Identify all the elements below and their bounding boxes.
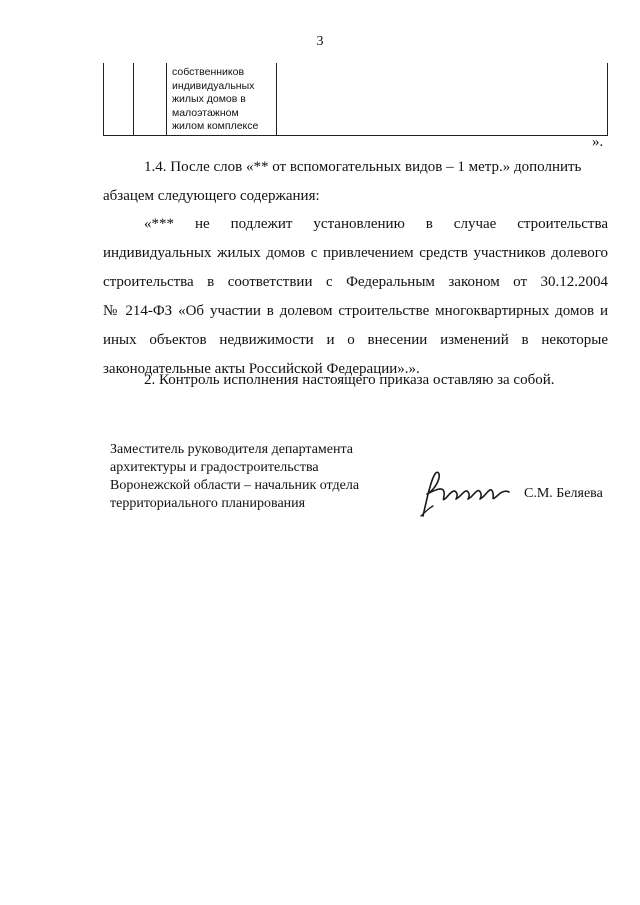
quote-line: иных объектов недвижимости и о внесении изменений в некоторые (103, 332, 608, 348)
table-cell-line: жилом комплексе (172, 120, 259, 132)
table-column-divider (276, 63, 277, 135)
quote-line: индивидуальных жилых домов с привлечением средств участников долевого (103, 245, 608, 261)
signatory-title-line: Заместитель руководителя департамента (110, 442, 353, 457)
item-2-line: 2. Контроль исполнения настоящего приказа оставляю за собой. (144, 372, 555, 388)
table-cell-line: собственников (172, 66, 245, 78)
table-fragment (103, 63, 608, 136)
signatory-title-line: Воронежской области – начальник отдела (110, 478, 360, 493)
item-2-paragraph (103, 366, 608, 395)
quote-line: № 214-ФЗ «Об участии в долевом строительстве многоквартирных домов и (103, 303, 608, 319)
handwritten-signature (413, 468, 513, 520)
signatory-title-line: архитектуры и градостроительства (110, 460, 319, 475)
item-1-4-paragraph (103, 153, 608, 211)
table-close-quote: ». (592, 134, 604, 150)
table-cell-line: жилых домов в (172, 93, 246, 105)
table-column-divider (133, 63, 134, 135)
signatory-name: С.М. Беляева (524, 486, 603, 501)
item-1-4-line: 1.4. После слов «** от вспомогательных видов – 1 метр.» дополнить (144, 159, 582, 175)
quote-paragraph (103, 210, 608, 384)
quote-line: «*** не подлежит установлению в случае строительства (144, 216, 608, 232)
page-number: 3 (316, 34, 324, 49)
table-cell-line: малоэтажном (172, 106, 239, 119)
quote-line: строительства в соответствии с Федеральным законом от 30.12.2004 (103, 274, 608, 290)
table-column-divider (166, 63, 167, 135)
item-1-4-line: абзацем следующего содержания: (103, 188, 320, 204)
signatory-title-line: территориального планирования (110, 496, 306, 511)
table-cell-line: индивидуальных (172, 79, 255, 92)
table-cell-text (172, 66, 272, 134)
signatory-title (110, 441, 359, 513)
quote-line-last: законодательные акты Российской Федерации».». (103, 361, 420, 377)
